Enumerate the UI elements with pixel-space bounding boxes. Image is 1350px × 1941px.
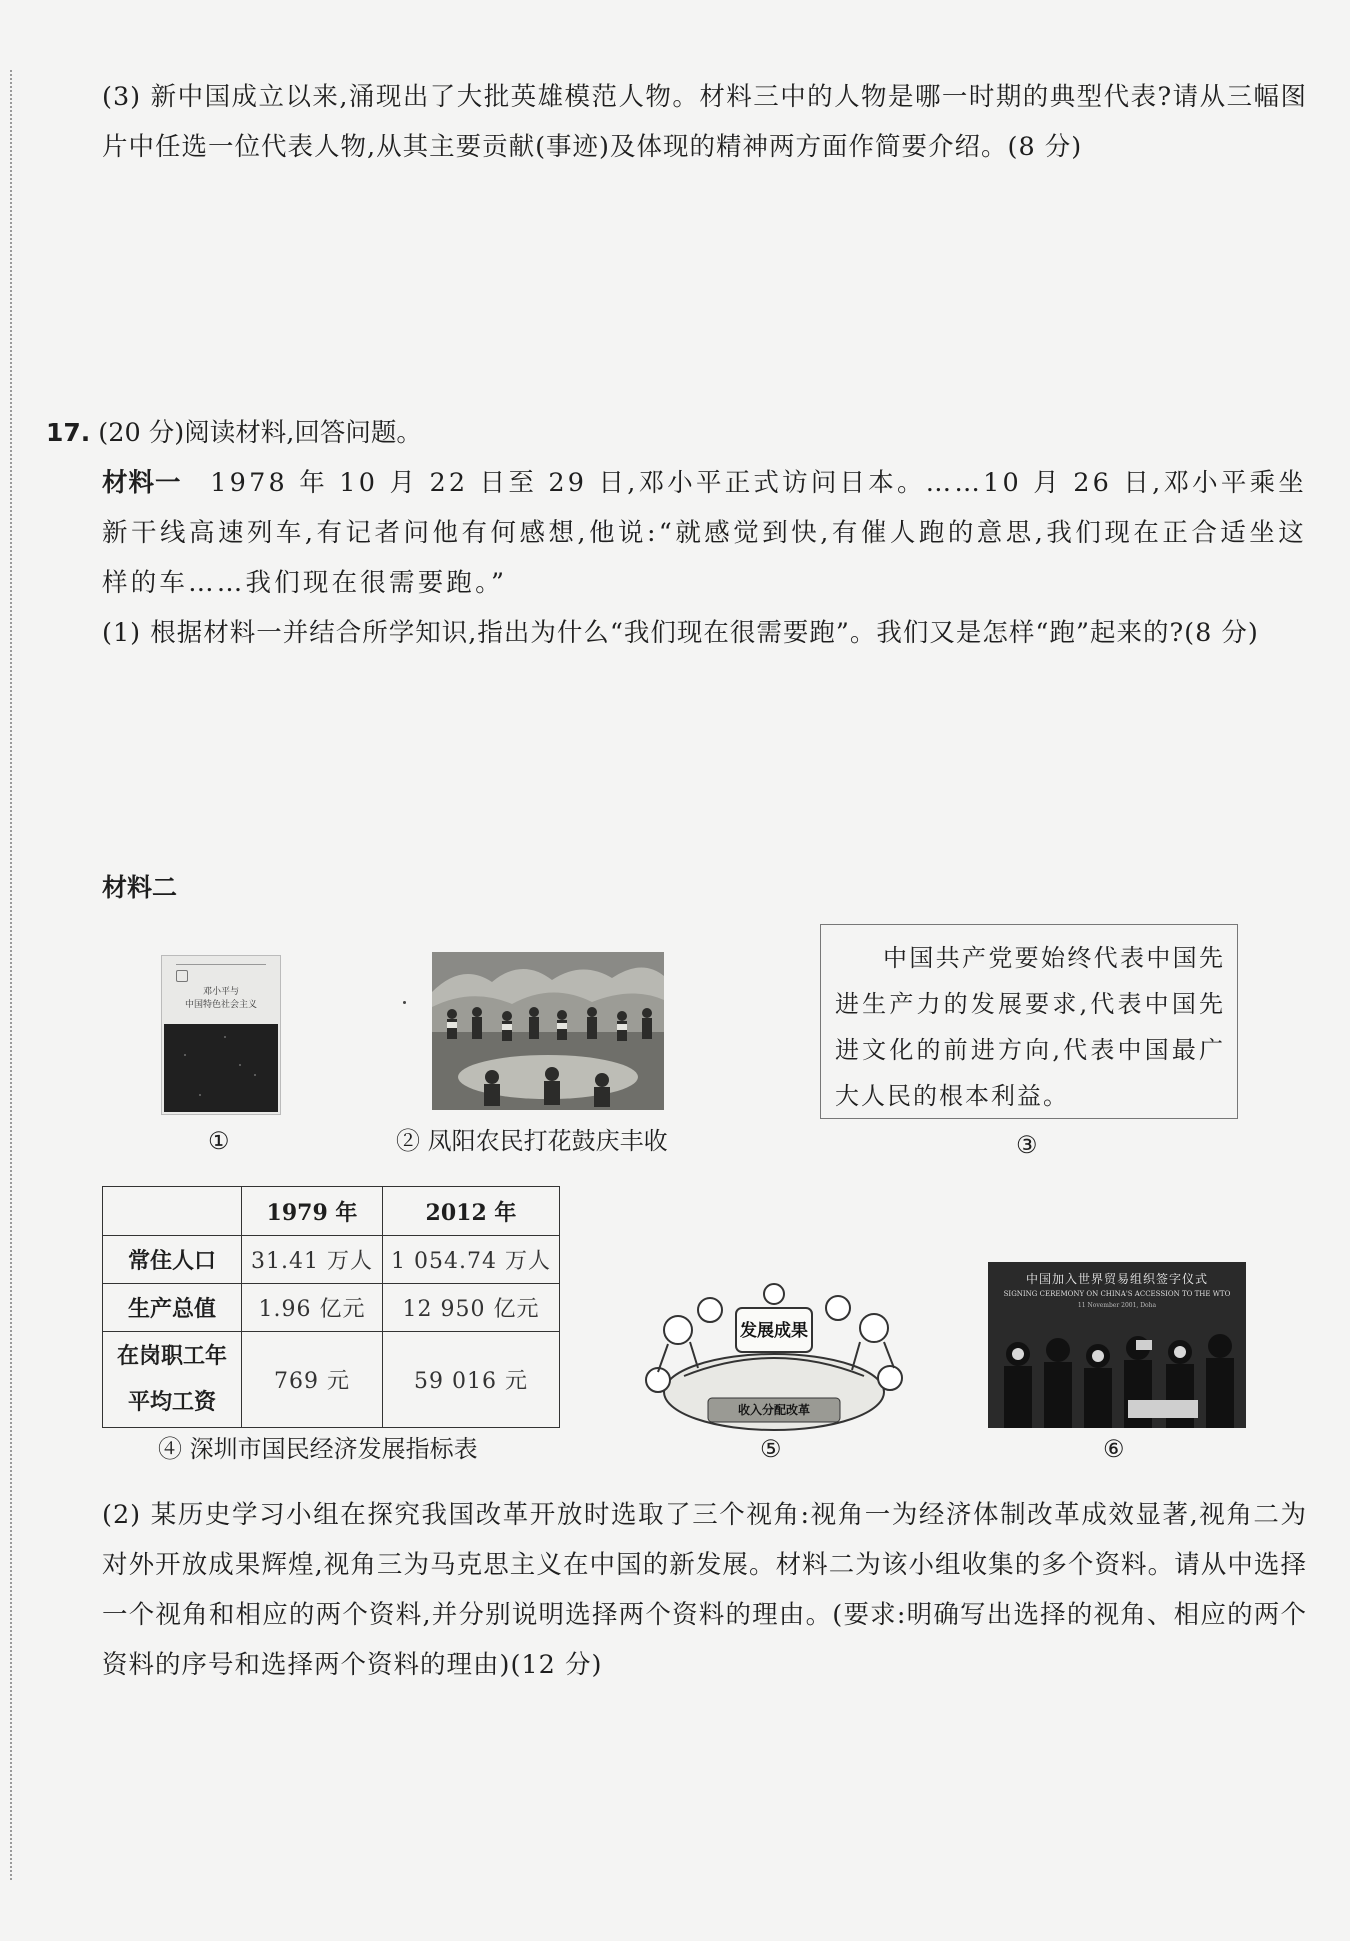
question-17-heading xyxy=(46,408,1306,458)
book-top-rule xyxy=(176,964,266,965)
material-2-label: 材料二 xyxy=(102,873,178,902)
caption-6: ⑥ xyxy=(1103,1435,1125,1463)
table-header-row xyxy=(103,1187,560,1236)
sub-question-2: (2) 某历史学习小组在探究我国改革开放时选取了三个视角:视角一为经济体制改革成效显著,视角二为对外开放成果辉煌,视角三为马克思主义在中国的新发展。材料二为该小组收集的多个资料。请从中选择一个视角和相应的两个资料,并分别说明选择两个资料的理由。(要求:明确写出选择的视角、相应的两个资料的序号和选择两个资料的理由)(12 分) xyxy=(102,1500,1307,1680)
photo6-subtitle: SIGNING CEREMONY ON CHINA'S ACCESSION TO THE WTO xyxy=(1003,1290,1231,1298)
book-title-line-1: 邓小平与 xyxy=(202,987,239,997)
table-header-cell: 1979 年 xyxy=(242,1187,383,1236)
row-label: 生产总值 xyxy=(103,1284,242,1332)
book-dark-panel xyxy=(164,1024,278,1112)
publisher-logo-icon xyxy=(176,970,188,982)
table-cell: 12 950 亿元 xyxy=(383,1284,560,1332)
stray-dot xyxy=(403,1001,406,1004)
binding-dotted-line xyxy=(10,70,12,1880)
row-label: 在岗职工年平均工资 xyxy=(103,1332,242,1428)
table-cell: 769 元 xyxy=(242,1332,383,1428)
caption-1: ① xyxy=(208,1127,230,1155)
table-row xyxy=(103,1332,560,1428)
table-row xyxy=(103,1284,560,1332)
fengyang-farmers-photo xyxy=(432,952,664,1110)
table-row xyxy=(103,1236,560,1284)
table-cell: 1.96 亿元 xyxy=(242,1284,383,1332)
question-17-intro: (20 分)阅读材料,回答问题。 xyxy=(98,418,422,448)
book-title-line-2: 中国特色社会主义 xyxy=(184,1000,257,1010)
table-cell: 1 054.74 万人 xyxy=(383,1236,560,1284)
material-1-label: 材料一 xyxy=(102,468,182,498)
material-1-paragraph xyxy=(102,458,1307,608)
material-1-text: 1978 年 10 月 22 日至 29 日,邓小平正式访问日本。……10 月 26 日,邓小平乘坐新干线高速列车,有记者问他有何感想,他说:“就感觉到快,有催人跑的意思,我们现在正合适坐这样的车……我们现在很需要跑。” xyxy=(102,468,1307,598)
table-cell: 31.41 万人 xyxy=(242,1236,383,1284)
income-distribution-cartoon xyxy=(638,1280,910,1438)
caption-2: ② 凤阳农民打花鼓庆丰收 xyxy=(396,1127,668,1155)
book-cover-image xyxy=(161,955,281,1115)
caption-3: ③ xyxy=(1016,1131,1038,1159)
question-3-text: (3) 新中国成立以来,涌现出了大批英雄模范人物。材料三中的人物是哪一时期的典型代表?请从三幅图片中任选一位代表人物,从其主要贡献(事迹)及体现的精神两方面作简要介绍。(8 分) xyxy=(102,82,1307,162)
photo6-title: 中国加入世界贸易组织签字仪式 xyxy=(1025,1272,1208,1286)
sub-question-1: (1) 根据材料一并结合所学知识,指出为什么“我们现在很需要跑”。我们又是怎样“跑”起来的?(8 分) xyxy=(102,618,1259,648)
caption-4: ④ 深圳市国民经济发展指标表 xyxy=(158,1435,478,1463)
wto-signing-photo xyxy=(988,1262,1246,1428)
cartoon-banner-text: 发展成果 xyxy=(740,1321,808,1341)
book-title xyxy=(162,986,280,1012)
shenzhen-indicator-table xyxy=(102,1186,560,1428)
cartoon-base-text: 收入分配改革 xyxy=(737,1403,810,1417)
table-cell: 59 016 元 xyxy=(383,1332,560,1428)
photo6-date: 11 November 2001, Doha xyxy=(1077,1302,1157,1309)
row-label: 常住人口 xyxy=(103,1236,242,1284)
quote-box xyxy=(820,924,1238,1119)
caption-5: ⑤ xyxy=(760,1435,782,1463)
table-header-cell: 2012 年 xyxy=(383,1187,560,1236)
table-header-cell xyxy=(103,1187,242,1236)
question-17-number: 17. xyxy=(46,418,91,447)
three-represents-quote: 中国共产党要始终代表中国先进生产力的发展要求,代表中国先进文化的前进方向,代表中国最广大人民的根本利益。 xyxy=(835,944,1225,1110)
